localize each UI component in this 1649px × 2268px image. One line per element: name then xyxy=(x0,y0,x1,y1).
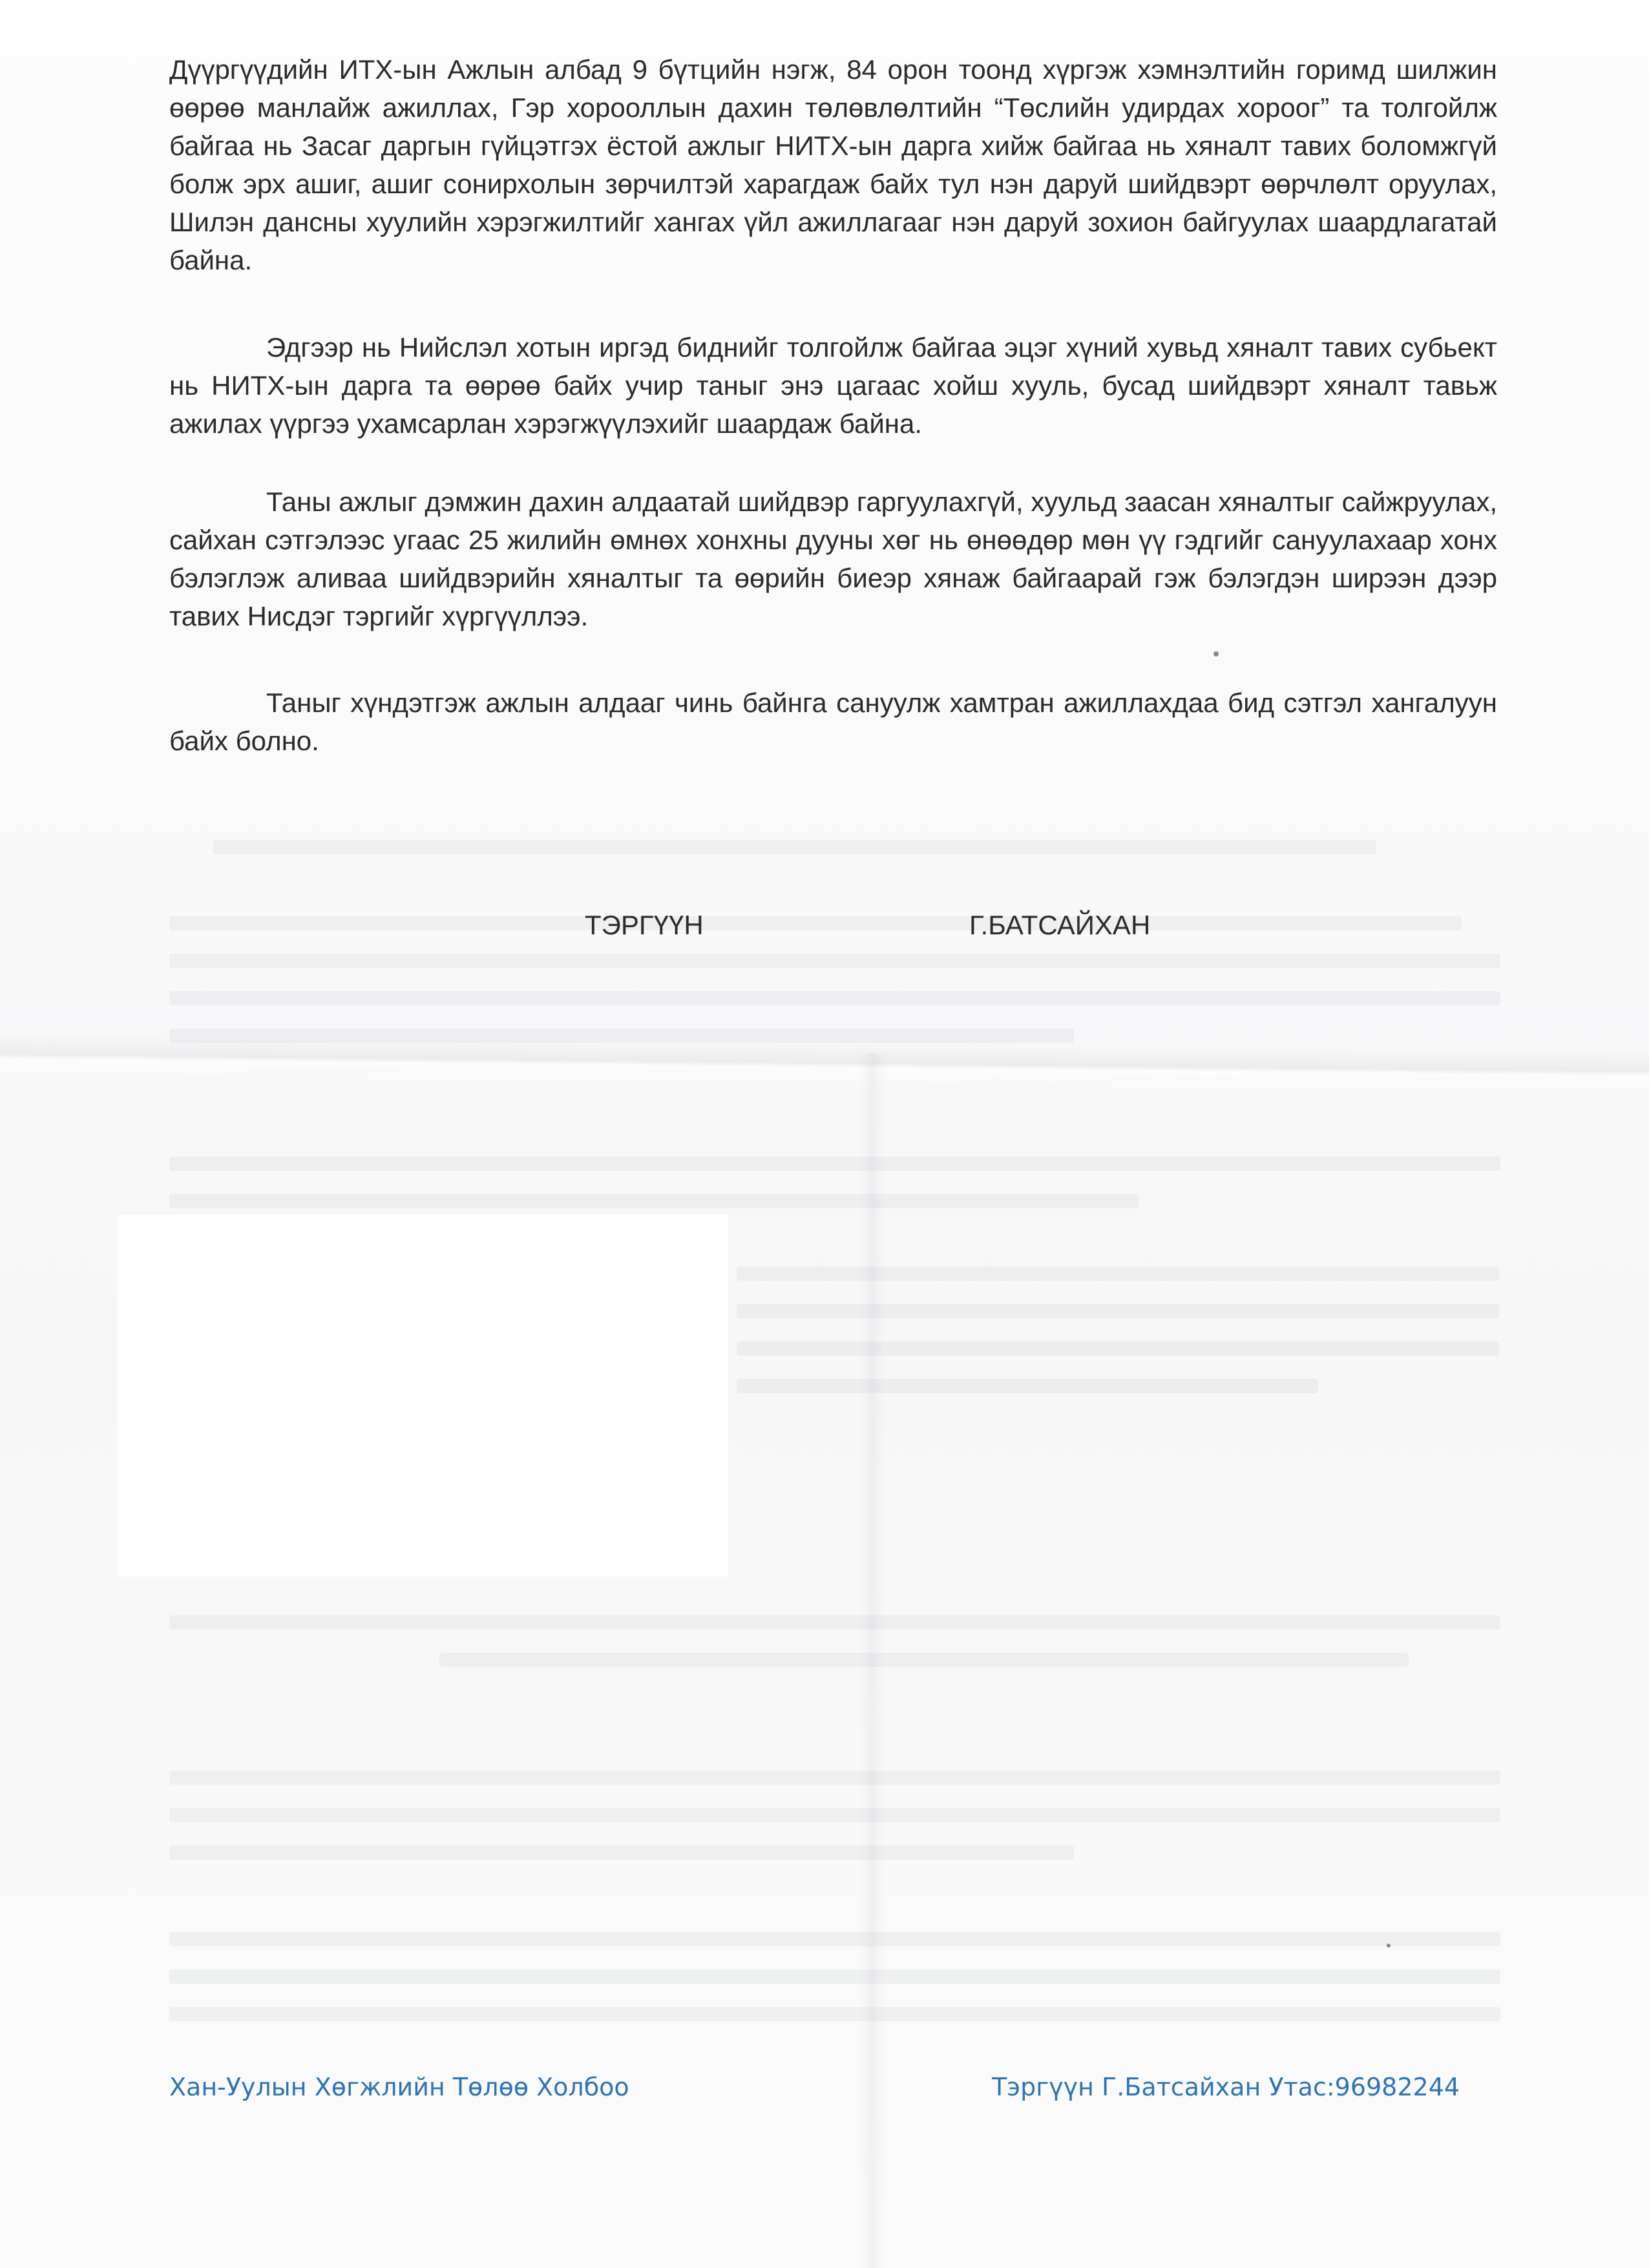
footer-organization: Хан-Уулын Хөгжлийн Төлөө Холбоо xyxy=(169,2073,629,2101)
paper-speck xyxy=(1387,1944,1391,1948)
bleed-through-line xyxy=(169,1808,1500,1822)
signature-title: ТЭРГҮҮН xyxy=(585,910,704,940)
bleed-through-line xyxy=(737,1379,1318,1393)
footer-contact: Тэргүүн Г.Батсайхан Утас:96982244 xyxy=(992,2073,1460,2101)
paragraph-1: Дүүргүүдийн ИТХ-ын Ажлын албад 9 бүтцийн нэгж, 84 орон тоонд хүргэж хэмнэлтийн горимд шилжин өөрөө манлайж ажиллах, Гэр хорооллын дахин төлөвлөлтийн “Төслийн удирдах хороог” та толгойлж байгаа нь Засаг даргын гүйцэтгэх ёстой ажлыг НИТХ-ын дарга хийж байгаа нь хяналт тавих боломжгүй болж эрх ашиг, ашиг сонирхолын зөрчилтэй харагдаж байх тул нэн даруй шийдвэрт өөрчлөлт оруулах, Шилэн дансны хуулийн хэрэгжилтийг хангах үйл ажиллагааг нэн даруй зохион байгуулах шаардлагатай байна. xyxy=(169,54,1497,275)
paper-speck xyxy=(1213,651,1219,656)
bleed-through-line xyxy=(737,1266,1499,1281)
bleed-through-line xyxy=(169,2007,1500,2021)
bleed-through-line xyxy=(213,840,1376,854)
paragraph-4: Таныг хүндэтгэж ажлын алдааг чинь байнга сануулж хамтран ажиллахдаа бид сэтгэл хангалуун байх болно. xyxy=(169,688,1497,756)
bleed-through-line xyxy=(737,1304,1499,1318)
signature-name: Г.БАТСАЙХАН xyxy=(969,910,1151,940)
bleed-through-line xyxy=(169,1615,1500,1630)
bleed-through-line xyxy=(439,1653,1409,1667)
bleed-through-line xyxy=(737,1341,1499,1356)
bleed-through-line xyxy=(169,991,1500,1005)
bleed-through-line xyxy=(169,916,1462,930)
bleed-through-line xyxy=(169,1770,1500,1785)
redacted-area xyxy=(118,1215,728,1577)
paragraph-2: Эдгээр нь Нийслэл хотын иргэд биднийг толгойлж байгаа эцэг хүний хувьд хяналт тавих субьект нь НИТХ-ын дарга та өөрөө байх учир таныг энэ цагаас хойш хууль, бусад шийдвэрт хяналт тавьж ажилах үүргээ ухамсарлан хэрэгжүүлэхийг шаардаж байна. xyxy=(169,332,1497,439)
paragraph-3: Таны ажлыг дэмжин дахин алдаатай шийдвэр гаргуулахгүй, хуульд заасан хяналтыг сайжруулах, сайхан сэтгэлээс угаас 25 жилийн өмнөх хонхны дууны хөг нь өнөөдөр мөн үү гэдгийг сануулахаар хонх бэлэглэж аливаа шийдвэрийн хяналтыг та өөрийн биеэр хянаж байгаарай гэж бэлэгдэн ширээн дээр тавих Нисдэг тэргийг хүргүүллээ. xyxy=(169,487,1497,631)
bleed-through-line xyxy=(169,1029,1074,1043)
bleed-through-line xyxy=(169,1932,1500,1946)
bleed-through-line xyxy=(169,1157,1500,1171)
bleed-through-line xyxy=(169,954,1500,968)
bleed-through-line xyxy=(169,1194,1139,1208)
bleed-through-line xyxy=(169,1969,1500,1984)
bleed-through-line xyxy=(169,1845,1074,1860)
